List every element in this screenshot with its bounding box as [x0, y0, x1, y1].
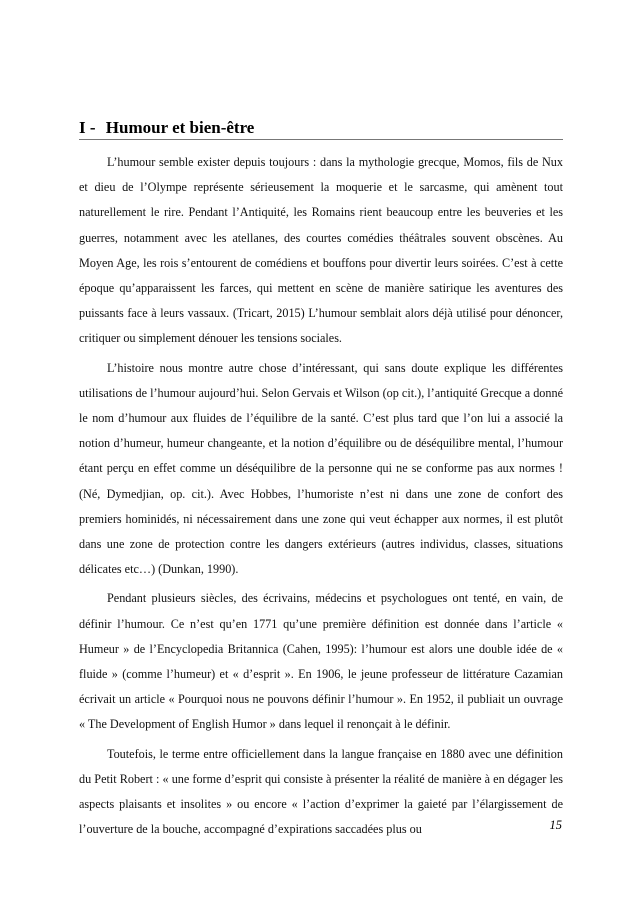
section-title: Humour et bien-être: [105, 118, 255, 137]
paragraph-petit-robert: Toutefois, le terme entre officiellement dans la langue française en 1880 avec une définition du Petit Robert : « une forme d’esprit qui consiste à présenter la réalité de manière à en dégager les aspects plaisants et insolites » ou encore « l’action d’exprimer la gaieté par l’élargissement de l’ouverture de la bouche, accompagné d’expirations saccadées plus ou: [79, 746, 563, 837]
section-heading: [79, 118, 563, 140]
paragraph-history: L’histoire nous montre autre chose d’intéressant, qui sans doute explique les différentes utilisations de l’humour aujourd’hui. Selon Gervais et Wilson (op cit.), l’antiquité Grecque a donné le nom d’humour aux fluides de l’équilibre de la santé. C’est plus tard que l’on lui a associé la notion d’humeur, humeur changeante, et la notion d’équilibre ou de déséquilibre mental, l’humour étant perçu en effet comme un déséquilibre de la personne qui ne se conforme pas aux normes ! (Né, Dymedjian, op. cit.). Avec Hobbes, l’humoriste n’est ni dans une zone de confort des premiers hominidés, ni nécessairement dans une zone qui veut échapper aux normes, il est plutôt dans une zone de protection contre les dangers extérieurs (autres individus, classes, situations délicates etc…) (Dunkan, 1990).: [79, 360, 563, 577]
page-number: 15: [549, 818, 562, 832]
section-number: I -: [79, 118, 96, 137]
paragraph-definitions: Pendant plusieurs siècles, des écrivains, médecins et psychologues ont tenté, en vain, de définir l’humour. Ce n’est qu’en 1771 qu’une première définition est donnée dans l’article « Humeur » de l’Encyclopedia Britannica (Cahen, 1995): l’humour est alors une double idée de « fluide » (comme l’humeur) et « d’esprit ». En 1906, le jeune professeur de littérature Cazamian écrivait un article « Pourquoi nous ne pouvons définir l’humour ». En 1952, il publiait un ouvrage « The Development of English Humor » dans lequel il renonçait à le définir.: [79, 591, 563, 732]
body-text: [79, 150, 563, 846]
paragraph-mythology: L’humour semble exister depuis toujours : dans la mythologie grecque, Momos, fils de Nux et dieu de l’Olympe représente sérieusement la moquerie et le sarcasme, qui amènent tout naturellement le rire. Pendant l’Antiquité, les Romains rient beaucoup entre les beuveries et les guerres, notamment avec les atellanes, des courtes comédies théâtrales souvent obscènes. Au Moyen Age, les rois s’entourent de comédiens et bouffons pour divertir leurs soirées. C’est à cette époque qu’apparaissent les farces, qui mettent en scène de manière satirique les aventures des puissants face à leurs vassaux. (Tricart, 2015) L’humour semblait alors déjà utilisé pour dénoncer, critiquer ou simplement dénouer les tensions sociales.: [79, 155, 563, 346]
